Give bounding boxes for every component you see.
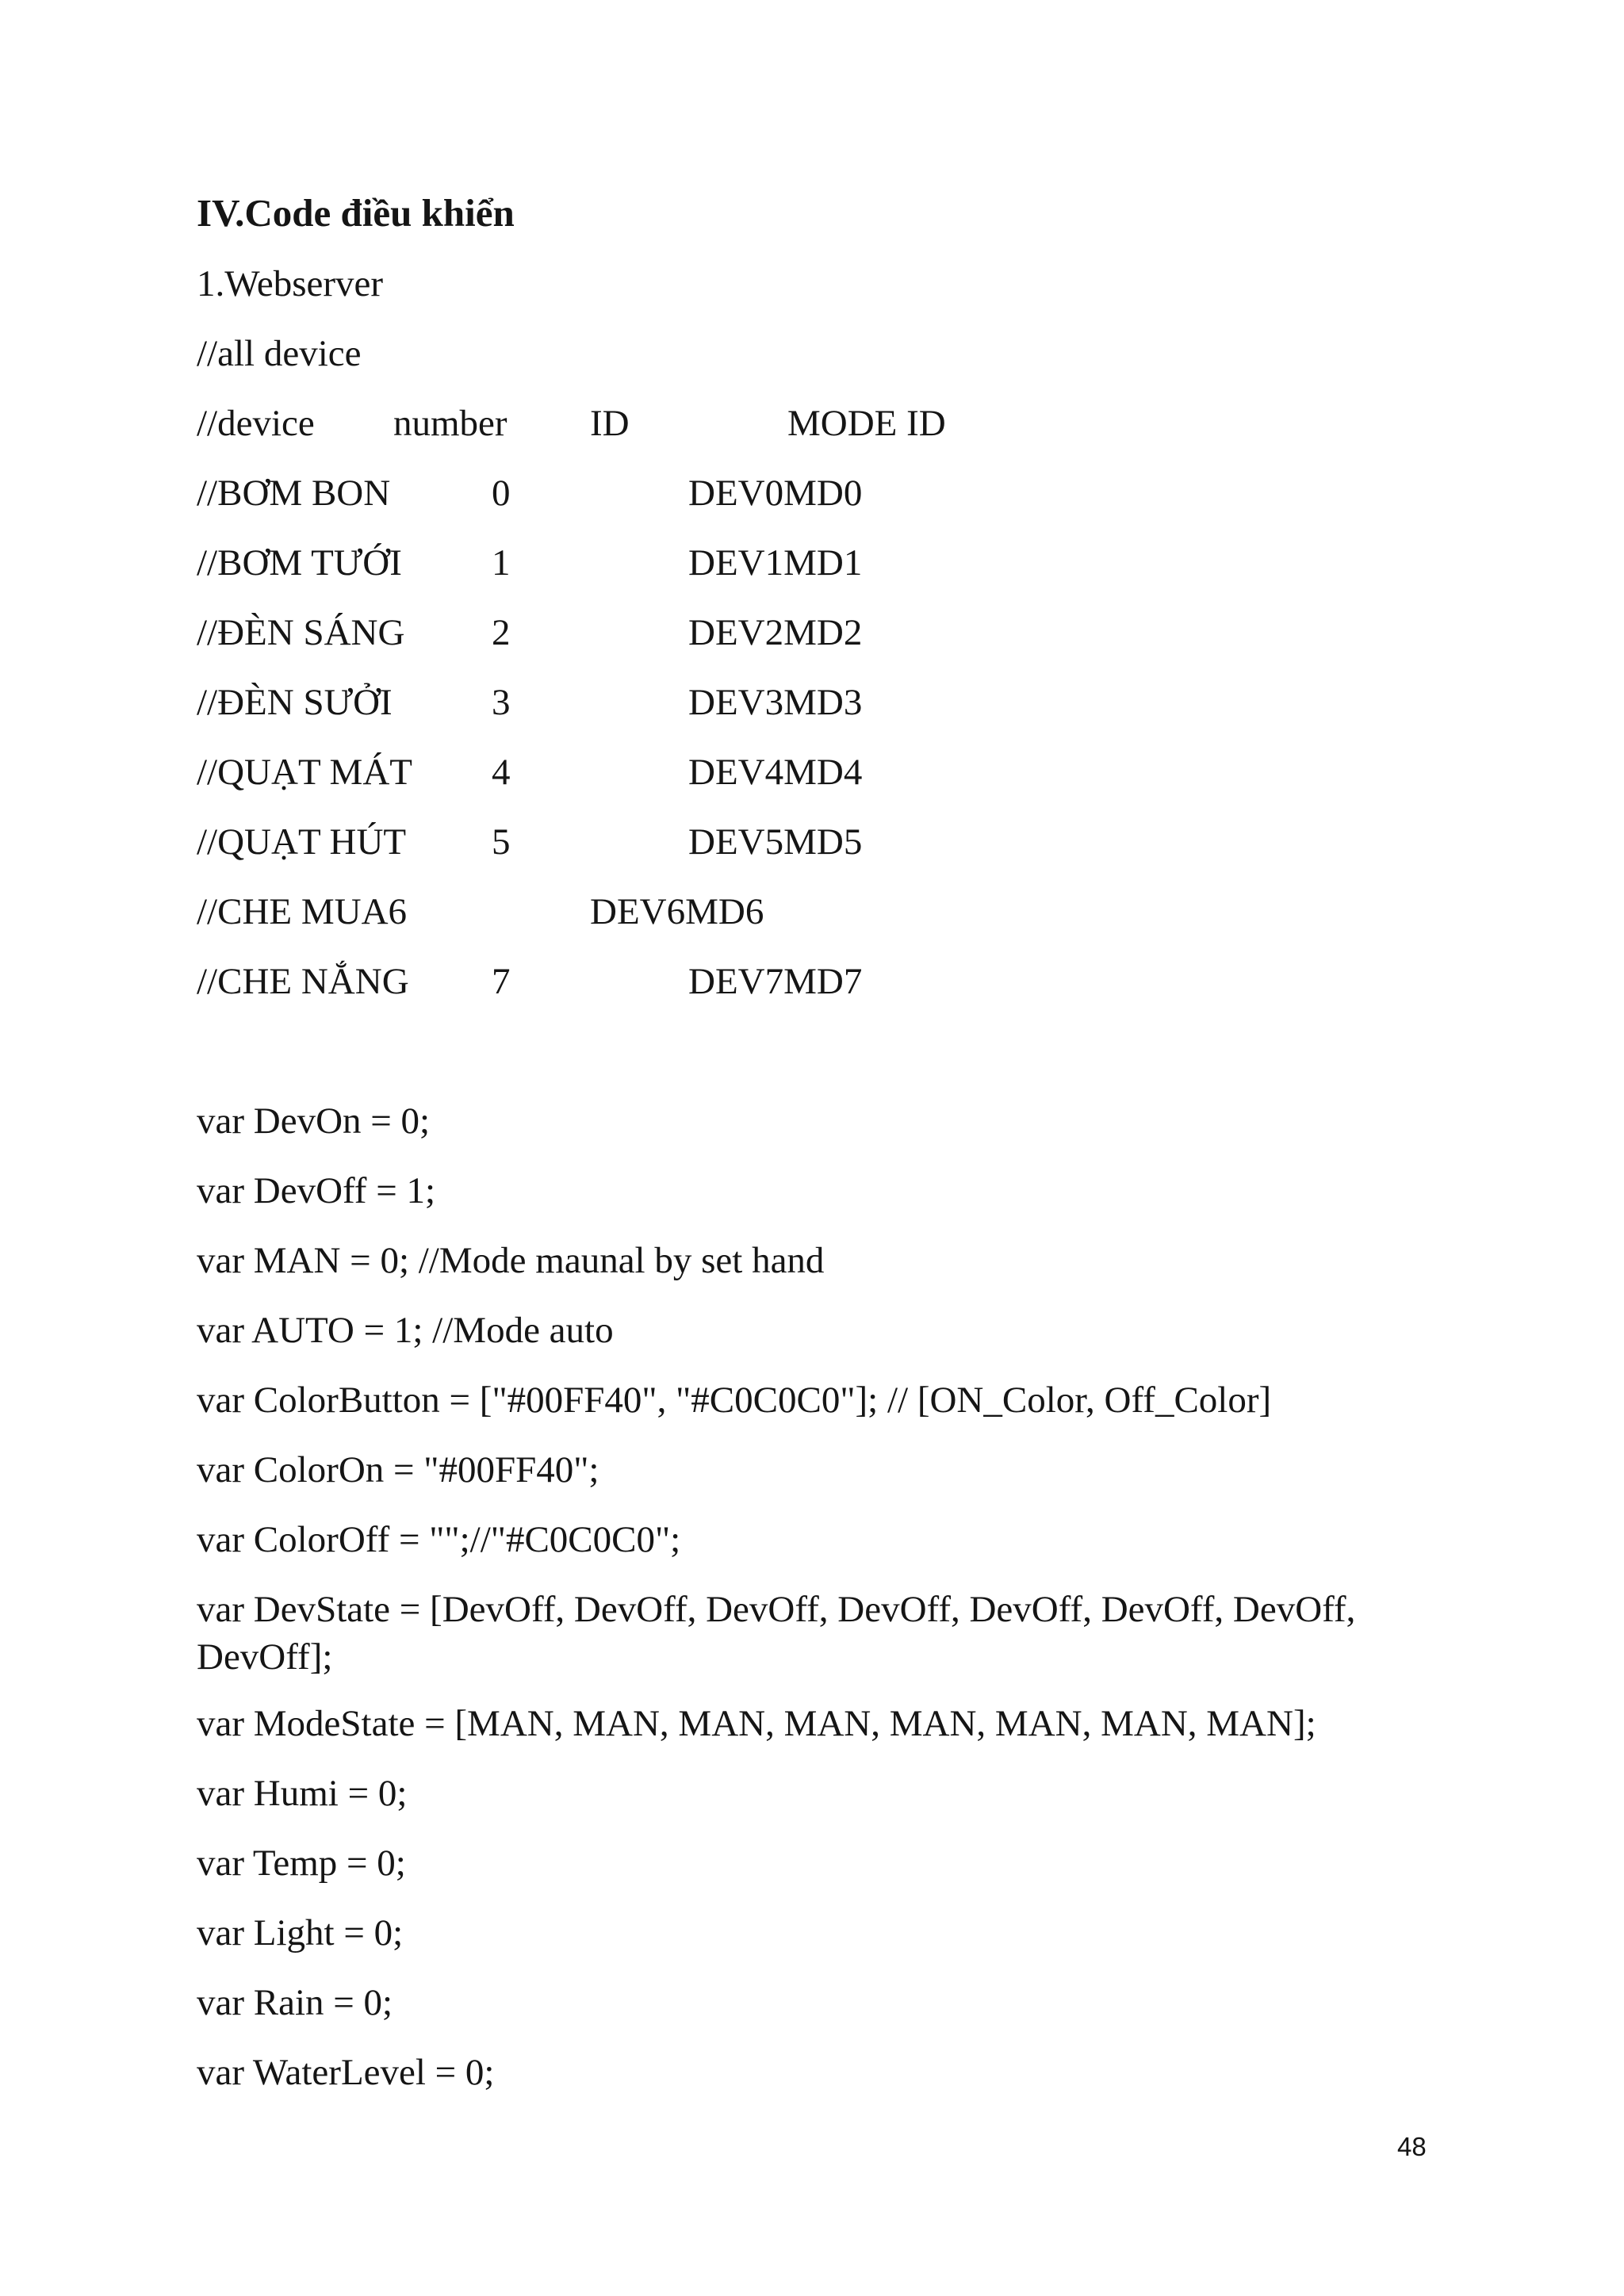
device-row [197, 610, 1307, 655]
device-mode-id: DEV5MD5 [688, 821, 863, 863]
device-mode-id: DEV0MD0 [688, 473, 863, 514]
code-line: var Temp = 0; [197, 1843, 406, 1884]
device-mode-id: DEV7MD7 [688, 961, 863, 1002]
device-number: 3 [492, 682, 511, 723]
header-mode-id: MODE ID [787, 403, 946, 444]
device-mode-id: DEV2MD2 [688, 612, 863, 653]
code-line: var Humi = 0; [197, 1773, 408, 1814]
comment-all-device: //all device [197, 333, 362, 374]
device-mode-id: DEV1MD1 [688, 542, 863, 584]
device-name: //ĐÈN SƯỞI [197, 682, 393, 723]
device-number: 0 [492, 473, 511, 514]
page-number: 48 [1397, 2132, 1427, 2161]
code-line: var DevState = [DevOff, DevOff, DevOff, DevOff, DevOff, DevOff, DevOff, DevOff]; [197, 1589, 1356, 1678]
code-line: var ColorOff = "";//"#C0C0C0"; [197, 1519, 681, 1560]
device-number: 2 [492, 612, 511, 653]
code-line: var Light = 0; [197, 1912, 404, 1954]
device-name: //BƠM BON [197, 473, 391, 514]
code-line: var DevOff = 1; [197, 1170, 436, 1211]
device-name: //BƠM TƯỚI [197, 542, 402, 584]
device-row [197, 471, 1307, 515]
device-number: 5 [492, 821, 511, 863]
device-row [197, 541, 1307, 585]
device-table-header [197, 401, 1307, 446]
device-mode-id: DEV4MD4 [688, 752, 863, 793]
device-name: //QUẠT HÚT [197, 821, 407, 863]
device-name: //CHE MUA6 [197, 891, 408, 932]
device-number: 4 [492, 752, 511, 793]
device-number: 1 [492, 542, 511, 584]
code-line: var ColorButton = ["#00FF40", "#C0C0C0"]; // [ON_Color, Off_Color] [197, 1380, 1272, 1421]
code-line: var ColorOn = "#00FF40"; [197, 1449, 599, 1490]
device-name: //QUẠT MÁT [197, 752, 412, 793]
header-device: //device [197, 403, 315, 444]
section-title: IV.Code điều khiển [197, 191, 515, 235]
device-row [197, 890, 1307, 934]
code-line: var MAN = 0; //Mode maunal by set hand [197, 1240, 825, 1281]
code-line: var DevOn = 0; [197, 1100, 431, 1142]
header-number: number [393, 403, 508, 444]
device-name: //CHE NẮNG [197, 961, 409, 1002]
header-id: ID [590, 403, 630, 444]
device-name: //ĐÈN SÁNG [197, 612, 405, 653]
code-line: var ModeState = [MAN, MAN, MAN, MAN, MAN, MAN, MAN, MAN]; [197, 1703, 1316, 1744]
device-row [197, 680, 1307, 725]
device-mode-id: DEV6MD6 [590, 891, 764, 932]
device-row [197, 750, 1307, 794]
code-line: var Rain = 0; [197, 1982, 393, 2023]
code-line: var AUTO = 1; //Mode auto [197, 1310, 614, 1351]
device-row [197, 959, 1307, 1004]
device-row [197, 820, 1307, 864]
device-mode-id: DEV3MD3 [688, 682, 863, 723]
code-line: var WaterLevel = 0; [197, 2052, 495, 2093]
device-number: 7 [492, 961, 511, 1002]
subsection-title: 1.Webserver [197, 263, 384, 304]
